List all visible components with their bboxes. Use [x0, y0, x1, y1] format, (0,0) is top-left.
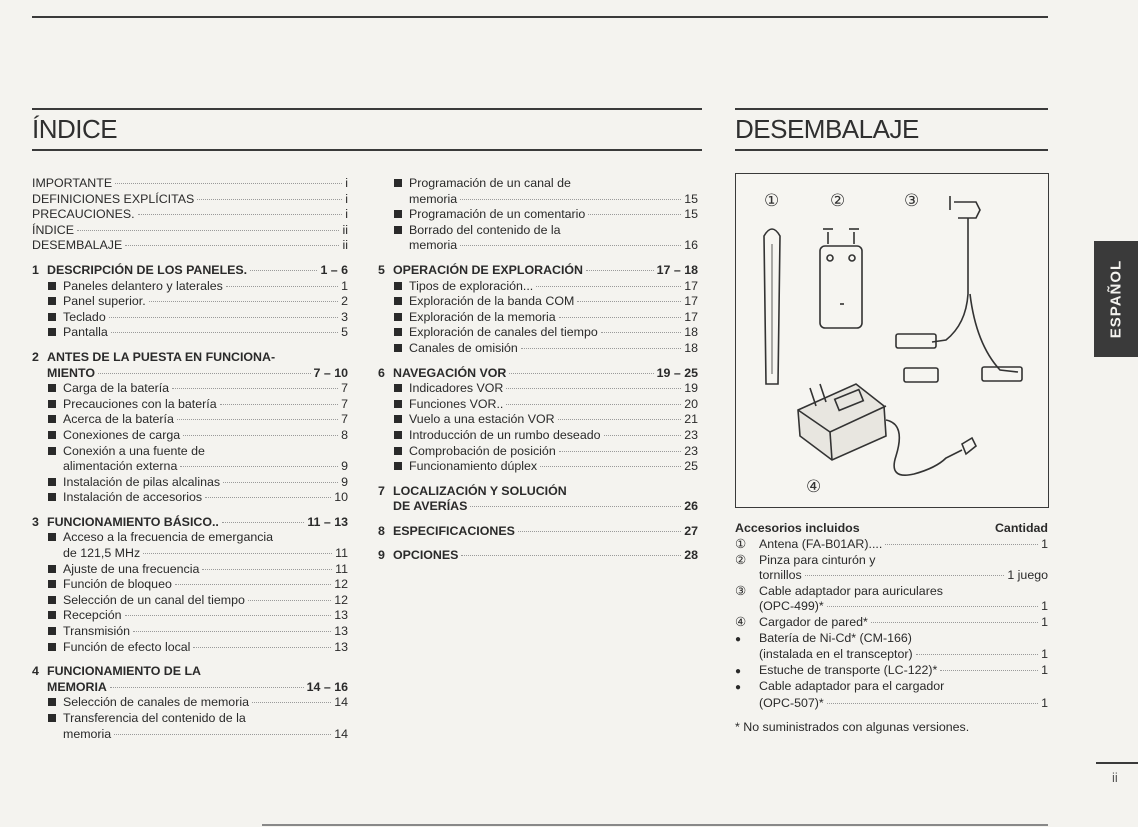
accessories-figure [735, 173, 1049, 508]
desembalaje-title: DESEMBALAJE [735, 114, 919, 144]
toc-entry: DESEMBALAJE ii [32, 238, 348, 253]
indice-rule-bottom [32, 149, 702, 151]
desembalaje-rule-top [735, 108, 1048, 110]
toc-entry: Ajuste de una frecuencia 11 [32, 562, 348, 578]
accessory-item: ● Cable adaptador para el cargador [735, 679, 945, 694]
figure-label-4: ④ [806, 477, 822, 497]
accessory-item: ① Antena (FA-B01AR).... 1 [735, 537, 1048, 551]
toc-entry: Instalación de pilas alcalinas 9 [32, 475, 348, 491]
toc-entry: Vuelo a una estación VOR 21 [378, 412, 698, 428]
toc-entry: Transferencia del contenido de la [32, 711, 348, 727]
top-rule [32, 16, 1048, 18]
accessory-item-cont: (OPC-499)* 1 [759, 599, 1048, 614]
toc-entry-cont: memoria 16 [409, 238, 698, 253]
toc-section-2-cont: MIENTO 7 – 10 [47, 365, 348, 380]
toc-entry: Funcionamiento dúplex 25 [378, 459, 698, 475]
toc-section-7-cont: DE AVERÍAS 26 [393, 499, 698, 514]
toc-section-9: 9 OPCIONES 28 [378, 548, 698, 563]
wall-charger-drawing [798, 384, 976, 475]
toc-entry-cont: memoria 15 [409, 191, 698, 206]
toc-entry: Comprobación de posición 23 [378, 444, 698, 460]
toc-entry: Función de efecto local 13 [32, 640, 348, 656]
earphone-cable-drawing [896, 196, 1022, 382]
page-number: ii [1112, 770, 1118, 785]
toc-entry: Teclado 3 [32, 310, 348, 326]
toc-entry: Canales de omisión 18 [378, 341, 698, 357]
footnote: * No suministrados con algunas versiones. [735, 719, 970, 734]
desembalaje-rule-bottom [735, 149, 1048, 151]
toc-entry: Recepción 13 [32, 608, 348, 624]
toc-section-7: 7 LOCALIZACIÓN Y SOLUCIÓN [378, 483, 567, 498]
toc-entry: IMPORTANTE i [32, 176, 348, 190]
toc-entry: Selección de un canal del tiempo 12 [32, 593, 348, 609]
toc-entry: Acceso a la frecuencia de emergancia [32, 530, 348, 546]
figure-label-1: ① [764, 191, 780, 211]
toc-entry: Tipos de exploración... 17 [378, 279, 698, 295]
toc-entry: Borrado del contenido de la [378, 223, 698, 239]
toc-entry: Funciones VOR.. 20 [378, 397, 698, 413]
toc-column-2 [378, 176, 698, 564]
toc-entry: DEFINICIONES EXPLÍCITAS i [32, 191, 348, 206]
accessory-item-cont: tornillos 1 juego [759, 568, 1048, 583]
toc-entry: Conexiones de carga 8 [32, 428, 348, 444]
toc-section-8: 8 ESPECIFICACIONES 27 [378, 523, 698, 538]
toc-section-4-cont: MEMORIA 14 – 16 [47, 679, 348, 694]
toc-section-5: 5 OPERACIÓN DE EXPLORACIÓN 17 – 18 [378, 262, 698, 277]
figure-label-3: ③ [904, 191, 920, 211]
belt-clip-drawing [820, 229, 862, 328]
accessory-item: ● Batería de Ni-Cd* (CM-166) [735, 630, 912, 645]
accessory-item: ② Pinza para cinturón y [735, 552, 876, 567]
accessory-item: ④ Cargador de pared* 1 [735, 614, 1048, 629]
indice-rule-top [32, 108, 702, 110]
toc-entry-cont: de 121,5 MHz 11 [63, 546, 348, 561]
toc-entry: Función de bloqueo 12 [32, 577, 348, 593]
toc-entry: Panel superior. 2 [32, 294, 348, 310]
toc-entry: ÍNDICE ii [32, 222, 348, 237]
accessory-item: ③ Cable adaptador para auriculares [735, 583, 943, 598]
toc-entry: Carga de la batería 7 [32, 381, 348, 397]
toc-section-1: 1 DESCRIPCIÓN DE LOS PANELES. 1 – 6 [32, 262, 348, 277]
toc-entry: Programación de un canal de [378, 176, 698, 192]
toc-entry: Programación de un comentario 15 [378, 207, 698, 223]
language-tab: ESPAÑOL [1094, 241, 1138, 357]
toc-entry: Exploración de canales del tiempo 18 [378, 325, 698, 341]
toc-entry: Acerca de la batería 7 [32, 412, 348, 428]
toc-section-3: 3 FUNCIONAMIENTO BÁSICO.. 11 – 13 [32, 514, 348, 529]
toc-entry: Conexión a una fuente de [32, 444, 348, 460]
accessories-header: Accesorios incluidos Cantidad [735, 521, 1048, 535]
toc-entry: Exploración de la banda COM 17 [378, 294, 698, 310]
toc-entry: PRECAUCIONES. i [32, 207, 348, 222]
toc-entry: Exploración de la memoria 17 [378, 310, 698, 326]
page-number-rule [1096, 762, 1138, 764]
toc-section-6: 6 NAVEGACIÓN VOR 19 – 25 [378, 365, 698, 380]
accessory-item-cont: (instalada en el transceptor) 1 [759, 647, 1048, 662]
indice-title: ÍNDICE [32, 114, 118, 144]
accessories-illustration [736, 174, 1048, 507]
toc-entry: Transmisión 13 [32, 624, 348, 640]
toc-entry: Selección de canales de memoria 14 [32, 695, 348, 711]
toc-entry: Instalación de accesorios 10 [32, 490, 348, 506]
bottom-rule [262, 824, 1048, 826]
toc-entry: Introducción de un rumbo deseado 23 [378, 428, 698, 444]
toc-entry: Indicadores VOR 19 [378, 381, 698, 397]
figure-label-2: ② [830, 191, 846, 211]
toc-entry: Paneles delantero y laterales 1 [32, 279, 348, 295]
toc-entry-cont: alimentación externa 9 [63, 459, 348, 474]
toc-entry-cont: memoria 14 [63, 726, 348, 741]
accessories-list [735, 521, 1048, 734]
toc-entry: Precauciones con la batería 7 [32, 397, 348, 413]
accessory-item-cont: (OPC-507)* 1 [759, 695, 1048, 710]
toc-section-2: 2 ANTES DE LA PUESTA EN FUNCIONA- [32, 349, 276, 364]
antenna-drawing [764, 229, 780, 384]
toc-column-1 [32, 176, 348, 742]
accessory-item: ● Estuche de transporte (LC-122)* 1 [735, 662, 1048, 677]
toc-section-4: 4 FUNCIONAMIENTO DE LA [32, 664, 201, 679]
toc-entry: Pantalla 5 [32, 325, 348, 341]
